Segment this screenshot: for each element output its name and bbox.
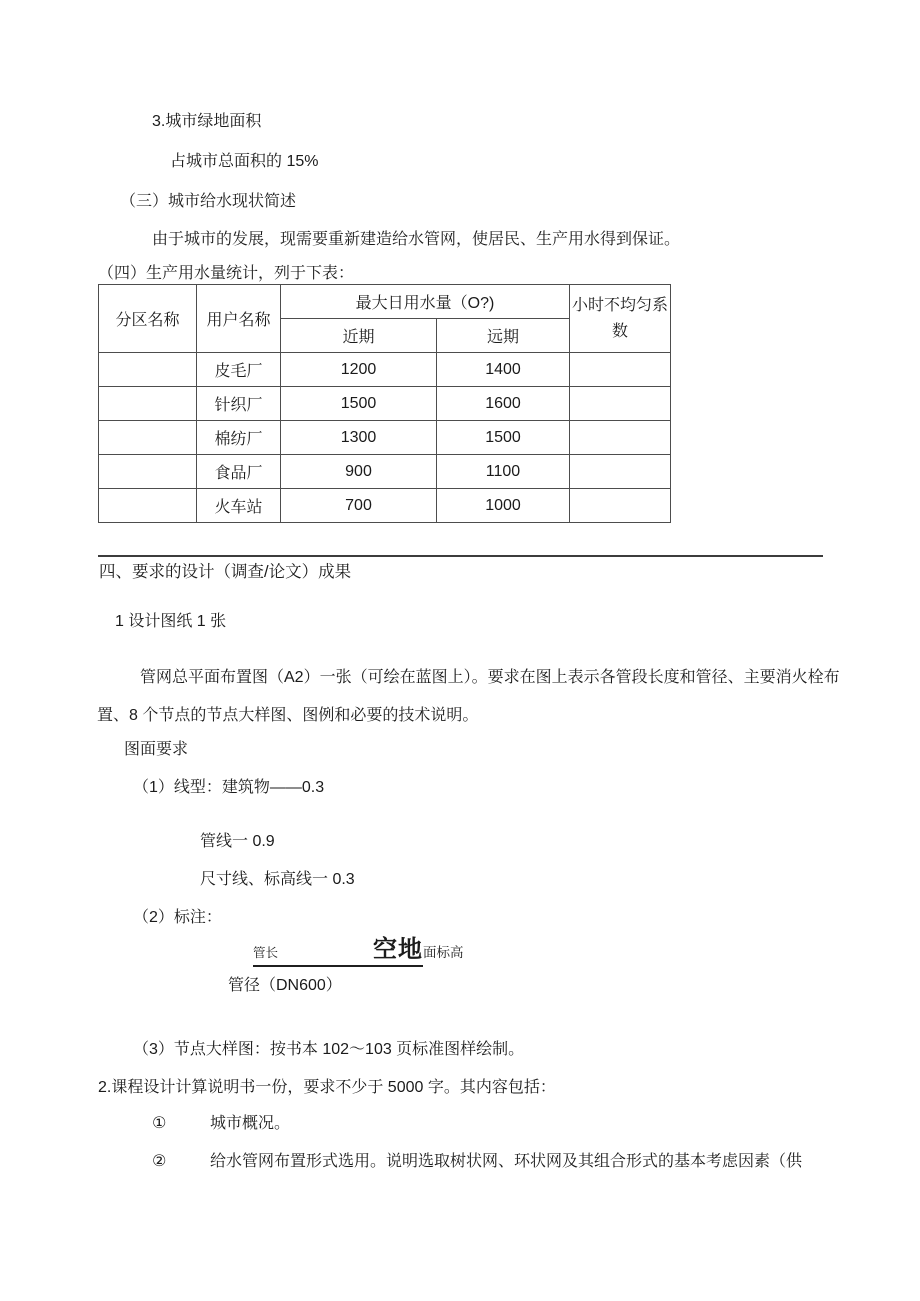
- cell-far: 1100: [437, 455, 570, 489]
- list-item-1-marker: ①: [152, 1115, 167, 1132]
- list-item-2-text: 给水管网布置形式选用。说明选取树状网、环状网及其组合形式的基本考虑因素（供: [210, 1153, 803, 1170]
- deliverable-2-title: 2.课程设计计算说明书一份，要求不少于 5000 字。其内容包括：: [98, 1079, 556, 1096]
- requirement-1-dimension: 尺寸线、标高线一 0.3: [200, 871, 355, 888]
- section4-heading: 四、要求的设计（调查/论文）成果: [99, 563, 352, 581]
- ground-elevation-label: 面标高: [423, 945, 464, 960]
- cell-near: 1200: [281, 353, 437, 387]
- requirement-1-pipeline: 管线一 0.9: [200, 833, 275, 850]
- cell-district: [99, 489, 197, 523]
- list-item-2-marker: ②: [152, 1153, 167, 1170]
- col-header-district: 分区名称: [99, 285, 197, 353]
- table-row: [99, 489, 671, 523]
- cell-far: 1600: [437, 387, 570, 421]
- hourly-coeff-label: 小时不均匀系数: [571, 296, 668, 340]
- cell-district: [99, 353, 197, 387]
- cell-far: 1000: [437, 489, 570, 523]
- section3-body: 由于城市的发展，现需要重新建造给水管网，使居民、生产用水得到保证。: [152, 231, 681, 248]
- cell-far: 1500: [437, 421, 570, 455]
- section3-heading: （三）城市给水现状简述: [120, 193, 297, 210]
- col-header-user: 用户名称: [197, 285, 281, 353]
- deliverable-1-para-line2: 置、8 个节点的节点大样图、图例和必要的技术说明。: [97, 707, 479, 724]
- open-space-label: 空地: [373, 936, 424, 963]
- cell-coeff: [570, 489, 671, 523]
- cell-near: 1500: [281, 387, 437, 421]
- water-usage-table: [98, 284, 671, 523]
- table-row: [99, 455, 671, 489]
- cell-district: [99, 455, 197, 489]
- requirement-1-linetype: （1）线型：建筑物——0.3: [133, 779, 325, 796]
- col-header-hourly-coeff: [570, 285, 671, 353]
- section-divider: [98, 555, 823, 557]
- cell-coeff: [570, 455, 671, 489]
- deliverable-1-para-line1: 管网总平面布置图（A2）一张（可绘在蓝图上）。要求在图上表示各管段长度和管径、主要消火栓布: [140, 669, 840, 686]
- section4-intro: （四）生产用水量统计，列于下表：: [98, 265, 355, 282]
- cell-near: 700: [281, 489, 437, 523]
- col-header-max-daily: 最大日用水量（O?): [281, 285, 570, 319]
- table-row: [99, 353, 671, 387]
- cell-near: 900: [281, 455, 437, 489]
- cell-user: 食品厂: [197, 455, 281, 489]
- cell-district: [99, 421, 197, 455]
- cell-coeff: [570, 421, 671, 455]
- pipe-diameter-label: 管径（DN600）: [228, 977, 342, 994]
- cell-district: [99, 387, 197, 421]
- drawing-requirements-title: 图面要求: [124, 741, 189, 758]
- requirement-2-annotation: （2）标注：: [133, 909, 222, 926]
- cell-near: 1300: [281, 421, 437, 455]
- col-header-long-term: 远期: [437, 319, 570, 353]
- col-header-near-term: 近期: [281, 319, 437, 353]
- dimension-line: [253, 936, 423, 967]
- cell-coeff: [570, 353, 671, 387]
- green-area-title: 3.城市绿地面积: [152, 113, 262, 130]
- annotation-example: [253, 936, 464, 967]
- table-row: [99, 421, 671, 455]
- cell-user: 火车站: [197, 489, 281, 523]
- table-header-row: [99, 285, 671, 319]
- cell-far: 1400: [437, 353, 570, 387]
- cell-user: 皮毛厂: [197, 353, 281, 387]
- cell-user: 棉纺厂: [197, 421, 281, 455]
- requirement-3-node-detail: （3）节点大样图：按书本 102～103 页标准图样绘制。: [133, 1041, 525, 1058]
- list-item-1-text: 城市概况。: [210, 1115, 291, 1132]
- cell-user: 针织厂: [197, 387, 281, 421]
- table-row: [99, 387, 671, 421]
- pipe-length-label: 管长: [253, 946, 279, 960]
- cell-coeff: [570, 387, 671, 421]
- deliverable-1-title: 1 设计图纸 1 张: [115, 613, 227, 630]
- green-area-value: 占城市总面积的 15%: [170, 153, 319, 170]
